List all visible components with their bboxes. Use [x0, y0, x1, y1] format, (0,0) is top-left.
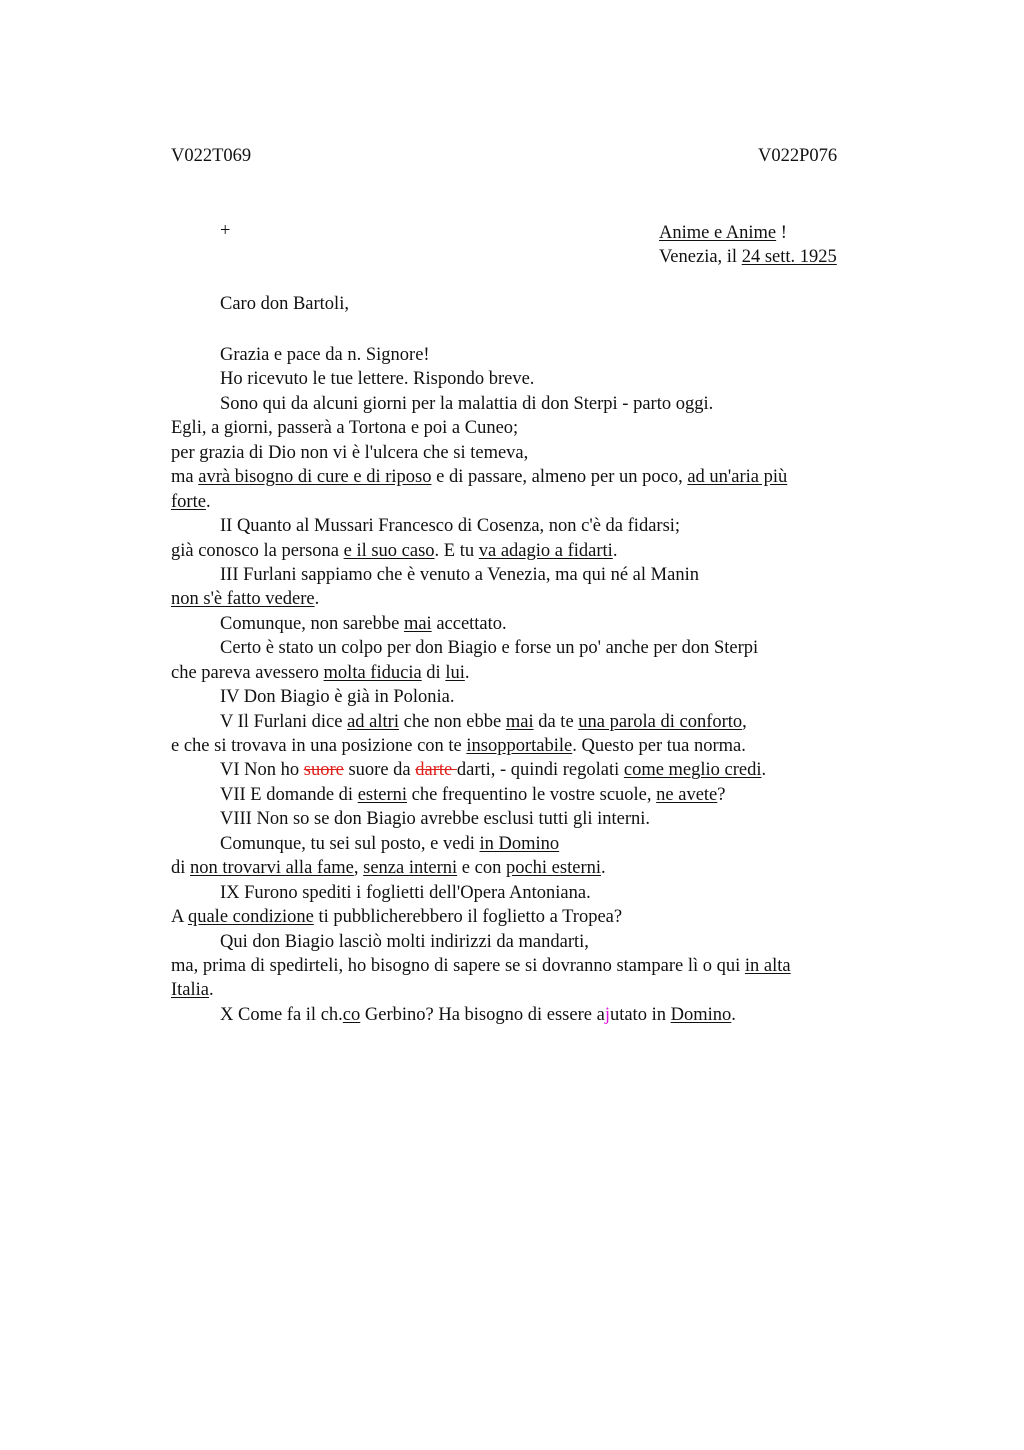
underlined-text: non trovarvi alla fame [190, 858, 354, 879]
text-segment: VIII Non so se don Biagio avrebbe esclusi tutti gli interni. [220, 809, 651, 830]
text-segment: che non ebbe [398, 711, 506, 732]
letter-body [171, 343, 871, 1027]
body-line [171, 416, 871, 440]
body-line [171, 758, 871, 782]
body-line [171, 441, 871, 465]
text-segment: Gerbino? Ha bisogno di essere a [360, 1004, 605, 1025]
text-segment: accettato. [431, 613, 507, 634]
deleted-text: darte [415, 760, 457, 781]
text-segment: Comunque, tu sei sul posto, e vedi [220, 833, 480, 854]
text-segment: e con [457, 858, 506, 879]
body-line [171, 807, 871, 831]
body-line [171, 367, 871, 391]
body-line [171, 710, 871, 734]
letter-date: 24 sett. 1925 [741, 247, 837, 268]
text-segment: Qui don Biagio lasciò molti indirizzi da mandarti, [220, 931, 589, 952]
text-segment: ma, prima di spedirteli, ho bisogno di sapere se si dovranno stampare lì o qui [171, 955, 745, 976]
letter-title-suffix: ! [776, 223, 787, 243]
text-segment: X Come fa il ch. [220, 1004, 343, 1025]
underlined-text: senza interni [363, 858, 458, 879]
letter-title: Anime e Anime [659, 223, 777, 243]
underlined-text: va adagio a fidarti [478, 540, 613, 561]
underlined-text: Domino [670, 1004, 732, 1025]
text-segment: ti pubblicherebbero il foglietto a Tropea? [313, 907, 623, 928]
underlined-text: co [342, 1004, 361, 1025]
text-segment: darti, - quindi regolati [456, 760, 624, 781]
body-line [171, 1003, 871, 1027]
body-line [171, 465, 871, 489]
place-date-line [659, 245, 837, 269]
body-line [171, 978, 871, 1002]
underlined-text: in Domino [479, 833, 560, 854]
letter-title-line [659, 221, 837, 245]
document-code-left: V022T069 [171, 146, 252, 166]
body-line [171, 587, 871, 611]
body-line [171, 783, 871, 807]
place: Venezia, il [659, 247, 742, 268]
text-segment: e di passare, almeno per un poco, [431, 467, 688, 488]
body-line [171, 612, 871, 636]
text-segment: . Questo per tua norma. [572, 736, 746, 756]
text-segment: ma [171, 467, 199, 488]
body-line [171, 563, 871, 587]
body-line [171, 734, 871, 758]
inserted-text: j [604, 1004, 610, 1025]
underlined-text: mai [505, 711, 534, 732]
underlined-text: ad altri [347, 711, 399, 732]
underlined-text: Italia [171, 980, 210, 1001]
text-segment: per grazia di Dio non vi è l'ulcera che si temeva, [171, 442, 529, 463]
text-segment: IX Furono spediti i foglietti dell'Opera Antoniana. [220, 882, 591, 903]
text-segment: A [171, 907, 188, 928]
text-segment: ? [717, 784, 726, 805]
body-line [171, 636, 871, 660]
body-line [171, 685, 871, 709]
underlined-text: forte [171, 491, 206, 512]
underlined-text: avrà bisogno di cure e di riposo [198, 467, 432, 488]
text-segment: , [742, 711, 747, 732]
text-segment: suore da [343, 760, 416, 781]
body-line [171, 661, 871, 685]
text-segment: Certo è stato un colpo per don Biagio e forse un po' anche per don Sterpi [220, 638, 759, 659]
text-segment: . [464, 662, 470, 683]
underlined-text: come meglio credi [623, 760, 762, 781]
deleted-text: suore [303, 760, 344, 781]
text-segment: da te [533, 711, 579, 732]
text-segment: . [731, 1004, 736, 1025]
text-segment: . [314, 589, 320, 610]
letter-heading [659, 221, 837, 270]
text-segment: Grazia e pace da n. Signore! [220, 345, 430, 365]
text-segment: che pareva avessero [171, 662, 324, 683]
text-segment: . [209, 980, 214, 1001]
underlined-text: lui [445, 662, 465, 683]
underlined-text: in alta [744, 955, 791, 976]
document-code-right: V022P076 [758, 146, 838, 166]
underlined-text: non s'è fatto vedere [171, 589, 315, 610]
body-line [171, 392, 871, 416]
text-segment: VII E domande di [220, 784, 358, 805]
body-line [171, 905, 871, 929]
underlined-text: esterni [357, 784, 407, 805]
text-segment: e che si trovava in una posizione con te [171, 736, 467, 756]
underlined-text: e il suo caso [343, 540, 435, 561]
body-line [171, 514, 871, 538]
underlined-text: quale condizione [187, 907, 314, 928]
underlined-text: insopportabile [466, 736, 573, 756]
text-segment: che frequentino le vostre scuole, [407, 784, 657, 805]
text-segment: Sono qui da alcuni giorni per la malattia di don Sterpi - parto oggi. [220, 393, 714, 414]
text-segment: già conosco la persona [171, 540, 344, 561]
body-line [171, 930, 871, 954]
text-segment: III Furlani sappiamo che è venuto a Venezia, ma qui né al Manin [220, 564, 699, 585]
text-segment: VI Non ho [220, 760, 304, 781]
body-line [171, 856, 871, 880]
text-segment: . E tu [434, 540, 479, 561]
text-segment: . [612, 540, 618, 561]
text-segment: . [601, 858, 606, 879]
underlined-text: ne avete [656, 784, 718, 805]
text-segment: II Quanto al Mussari Francesco di Cosenza, non c'è da fidarsi; [220, 516, 681, 537]
text-segment: . [205, 491, 211, 512]
text-segment: Comunque, non sarebbe [220, 613, 404, 634]
underlined-text: molta fiducia [323, 662, 422, 683]
body-line [171, 881, 871, 905]
salutation: Caro don Bartoli, [220, 294, 349, 314]
body-line [171, 539, 871, 563]
body-line [171, 343, 871, 367]
text-segment: Egli, a giorni, passerà a Tortona e poi a Cuneo; [171, 418, 519, 439]
body-line [171, 832, 871, 856]
underlined-text: pochi esterni [505, 858, 601, 879]
text-segment: di [421, 662, 446, 683]
cross-mark: + [220, 221, 231, 241]
text-segment: . [761, 760, 767, 781]
underlined-text: ad un'aria più [687, 467, 788, 488]
text-segment: IV Don Biagio è già in Polonia. [220, 687, 455, 708]
underlined-text: una parola di conforto [578, 711, 743, 732]
text-segment: utato in [609, 1004, 671, 1025]
text-segment: V Il Furlani dice [220, 711, 348, 732]
underlined-text: mai [403, 613, 432, 634]
body-line [171, 490, 871, 514]
text-segment: di [171, 858, 191, 879]
body-line [171, 954, 871, 978]
text-segment: , [353, 858, 364, 879]
text-segment: Ho ricevuto le tue lettere. Rispondo breve. [220, 369, 535, 390]
